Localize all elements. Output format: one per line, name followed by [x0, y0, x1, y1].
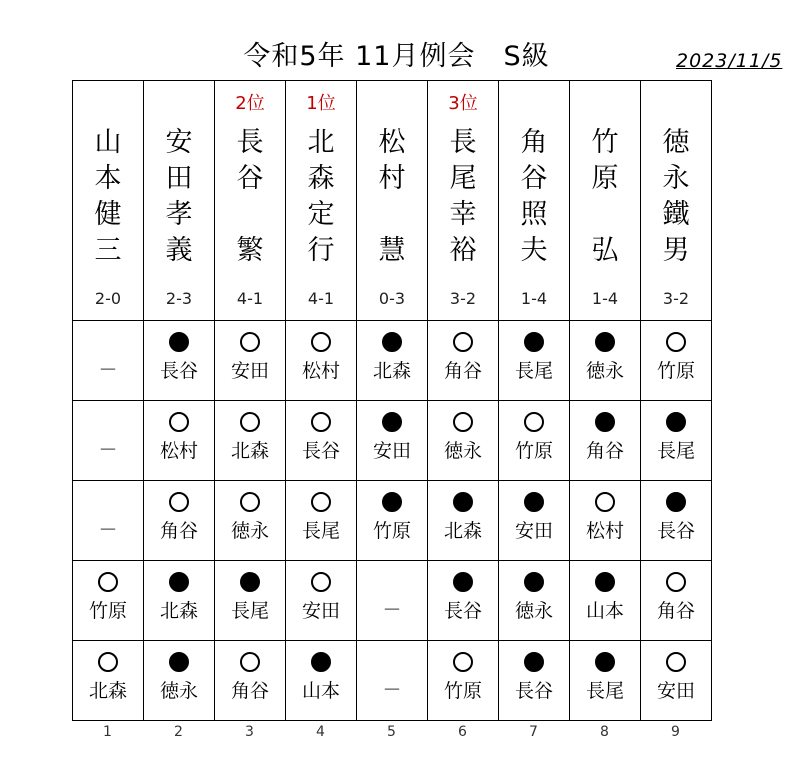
player-name-char: 本 [94, 163, 122, 194]
player-header-cell [73, 81, 144, 321]
player-name-char: 竹 [591, 127, 619, 158]
win-circle-icon [595, 492, 615, 512]
game-result-cell [499, 401, 570, 481]
player-name [215, 125, 285, 269]
game-result-cell [73, 321, 144, 401]
player-name-char: 谷 [236, 163, 264, 194]
game-result-cell [428, 561, 499, 641]
player-header-cell [286, 81, 357, 321]
player-name-char: 慧 [378, 235, 406, 266]
player-header-cell [641, 81, 712, 321]
opponent-name: 徳永 [514, 600, 553, 622]
win-circle-icon [311, 492, 331, 512]
game-result-cell [428, 481, 499, 561]
game-result-cell [570, 561, 641, 641]
game-result-cell [428, 321, 499, 401]
player-name [144, 125, 214, 269]
player-name-char: 北 [307, 127, 335, 158]
opponent-name: 竹原 [443, 680, 482, 702]
opponent-name: 安田 [301, 600, 340, 622]
opponent-name: 長尾 [514, 360, 553, 382]
opponent-name: 松村 [585, 520, 624, 542]
game-result-cell [286, 481, 357, 561]
loss-circle-icon [382, 332, 402, 352]
player-name-char: 長 [449, 127, 477, 158]
game-result-cell [144, 561, 215, 641]
win-loss-record: 1-4 [591, 289, 619, 308]
loss-circle-icon [524, 492, 544, 512]
player-name-char: 田 [165, 163, 193, 194]
player-name-char: 永 [662, 163, 690, 194]
bye-dash: － [382, 599, 402, 621]
opponent-name: 北森 [88, 680, 127, 702]
win-circle-icon [311, 412, 331, 432]
loss-circle-icon [240, 572, 260, 592]
game-result-cell [641, 321, 712, 401]
player-name [73, 125, 143, 269]
game-result-cell [73, 641, 144, 721]
opponent-name: 安田 [514, 520, 553, 542]
win-loss-record: 2-0 [94, 289, 122, 308]
game-result-cell [428, 401, 499, 481]
win-loss-record: 2-3 [165, 289, 193, 308]
opponent-name: 北森 [443, 520, 482, 542]
player-name [570, 125, 640, 269]
player-name-char: 長 [236, 127, 264, 158]
game-result-cell [641, 481, 712, 561]
column-number: 6 [458, 724, 467, 740]
win-circle-icon [524, 412, 544, 432]
player-name-char: 繁 [236, 235, 264, 266]
game-result-cell [641, 641, 712, 721]
opponent-name: 長谷 [301, 440, 340, 462]
column-number: 5 [387, 724, 396, 740]
event-date: 2023/11/5 [676, 50, 783, 72]
win-circle-icon [666, 332, 686, 352]
round-row [73, 401, 712, 481]
opponent-name: 竹原 [514, 440, 553, 462]
player-name-char: 角 [520, 127, 548, 158]
win-circle-icon [666, 652, 686, 672]
win-circle-icon [240, 412, 260, 432]
opponent-name: 長谷 [656, 520, 695, 542]
player-name-char: 松 [378, 127, 406, 158]
game-result-cell [357, 321, 428, 401]
player-name-char: 徳 [662, 127, 690, 158]
win-circle-icon [240, 492, 260, 512]
loss-circle-icon [666, 492, 686, 512]
player-name-char: 幸 [449, 199, 477, 230]
opponent-name: 山本 [301, 680, 340, 702]
player-name-char: 鐵 [662, 199, 690, 230]
opponent-name: 竹原 [88, 600, 127, 622]
opponent-name: 安田 [230, 360, 269, 382]
opponent-name: 徳永 [230, 520, 269, 542]
player-name-char: 夫 [520, 235, 548, 266]
game-result-cell [286, 401, 357, 481]
player-header-cell [499, 81, 570, 321]
win-loss-record: 1-4 [520, 289, 548, 308]
game-result-cell [286, 321, 357, 401]
opponent-name: 安田 [372, 440, 411, 462]
player-name-char: 原 [591, 163, 619, 194]
game-result-cell [499, 561, 570, 641]
player-header-cell [215, 81, 286, 321]
win-loss-record: 3-2 [449, 289, 477, 308]
loss-circle-icon [524, 652, 544, 672]
win-circle-icon [453, 652, 473, 672]
game-result-cell [144, 481, 215, 561]
opponent-name: 竹原 [656, 360, 695, 382]
loss-circle-icon [595, 652, 615, 672]
player-name-char: 裕 [449, 235, 477, 266]
player-name [428, 125, 498, 269]
loss-circle-icon [169, 332, 189, 352]
column-number: 9 [671, 724, 680, 740]
game-result-cell [570, 481, 641, 561]
game-result-cell [215, 401, 286, 481]
win-loss-record: 4-1 [236, 289, 264, 308]
player-name [641, 125, 711, 269]
column-numbers [72, 724, 711, 740]
bye-dash: － [98, 439, 118, 461]
player-name-char: 弘 [591, 235, 619, 266]
bye-dash: － [98, 359, 118, 381]
opponent-name: 長谷 [443, 600, 482, 622]
game-result-cell [144, 401, 215, 481]
bye-dash: － [382, 679, 402, 701]
opponent-name: 角谷 [585, 440, 624, 462]
loss-circle-icon [453, 572, 473, 592]
loss-circle-icon [595, 572, 615, 592]
page-title: 令和5年 11月例会 S級 [243, 41, 550, 72]
loss-circle-icon [595, 412, 615, 432]
opponent-name: 角谷 [230, 680, 269, 702]
loss-circle-icon [524, 332, 544, 352]
player-name-char: 森 [307, 163, 335, 194]
player-name-char: 照 [520, 199, 548, 230]
opponent-name: 徳永 [443, 440, 482, 462]
opponent-name: 角谷 [159, 520, 198, 542]
win-circle-icon [311, 572, 331, 592]
win-circle-icon [453, 412, 473, 432]
opponent-name: 長谷 [159, 360, 198, 382]
win-circle-icon [666, 572, 686, 592]
round-row [73, 481, 712, 561]
opponent-name: 安田 [656, 680, 695, 702]
round-row [73, 561, 712, 641]
game-result-cell [73, 401, 144, 481]
game-result-cell [357, 641, 428, 721]
opponent-name: 松村 [159, 440, 198, 462]
column-number: 4 [316, 724, 325, 740]
round-row [73, 321, 712, 401]
game-result-cell [357, 561, 428, 641]
bye-dash: － [98, 519, 118, 541]
opponent-name: 山本 [585, 600, 624, 622]
opponent-name: 角谷 [656, 600, 695, 622]
loss-circle-icon [666, 412, 686, 432]
win-circle-icon [169, 492, 189, 512]
opponent-name: 角谷 [443, 360, 482, 382]
game-result-cell [499, 641, 570, 721]
game-result-cell [215, 481, 286, 561]
rank-label: 2位 [235, 93, 265, 114]
player-name-char: 男 [662, 235, 690, 266]
win-loss-record: 3-2 [662, 289, 690, 308]
game-result-cell [641, 401, 712, 481]
player-name-char: 村 [378, 163, 406, 194]
player-header-cell [357, 81, 428, 321]
game-result-cell [357, 481, 428, 561]
loss-circle-icon [169, 652, 189, 672]
opponent-name: 徳永 [159, 680, 198, 702]
game-result-cell [73, 481, 144, 561]
column-number: 1 [103, 724, 112, 740]
player-name-char: 孝 [165, 199, 193, 230]
win-circle-icon [240, 652, 260, 672]
player-name-char: 谷 [520, 163, 548, 194]
opponent-name: 北森 [372, 360, 411, 382]
win-circle-icon [240, 332, 260, 352]
game-result-cell [215, 641, 286, 721]
game-result-cell [357, 401, 428, 481]
player-header-row [73, 81, 712, 321]
results-table [72, 80, 712, 721]
game-result-cell [286, 561, 357, 641]
opponent-name: 長尾 [230, 600, 269, 622]
opponent-name: 徳永 [585, 360, 624, 382]
player-name-char: 健 [94, 199, 122, 230]
player-name-char: 行 [307, 235, 335, 266]
player-name-char: 山 [94, 127, 122, 158]
opponent-name: 北森 [230, 440, 269, 462]
win-circle-icon [311, 332, 331, 352]
win-circle-icon [453, 332, 473, 352]
game-result-cell [144, 321, 215, 401]
game-result-cell [641, 561, 712, 641]
player-header-cell [570, 81, 641, 321]
player-name [286, 125, 356, 269]
game-result-cell [73, 561, 144, 641]
player-name-char: 安 [165, 127, 193, 158]
opponent-name: 長尾 [301, 520, 340, 542]
game-result-cell [144, 641, 215, 721]
column-number: 8 [600, 724, 609, 740]
win-loss-record: 4-1 [307, 289, 335, 308]
player-name-char: 尾 [449, 163, 477, 194]
opponent-name: 長尾 [656, 440, 695, 462]
player-name-char: 義 [165, 235, 193, 266]
rank-label: 3位 [448, 93, 478, 114]
game-result-cell [286, 641, 357, 721]
loss-circle-icon [453, 492, 473, 512]
player-name-char: 定 [307, 199, 335, 230]
opponent-name: 竹原 [372, 520, 411, 542]
player-name-char: 三 [94, 235, 122, 266]
player-header-cell [144, 81, 215, 321]
round-row [73, 641, 712, 721]
game-result-cell [499, 481, 570, 561]
game-result-cell [215, 561, 286, 641]
game-result-cell [570, 321, 641, 401]
game-result-cell [570, 401, 641, 481]
win-circle-icon [98, 572, 118, 592]
column-number: 3 [245, 724, 254, 740]
game-result-cell [570, 641, 641, 721]
rank-label: 1位 [306, 93, 336, 114]
player-header-cell [428, 81, 499, 321]
loss-circle-icon [382, 492, 402, 512]
opponent-name: 長谷 [514, 680, 553, 702]
player-name [357, 125, 427, 269]
opponent-name: 長尾 [585, 680, 624, 702]
win-circle-icon [98, 652, 118, 672]
loss-circle-icon [382, 412, 402, 432]
loss-circle-icon [311, 652, 331, 672]
column-number: 7 [529, 724, 538, 740]
player-name [499, 125, 569, 269]
game-result-cell [215, 321, 286, 401]
loss-circle-icon [169, 572, 189, 592]
game-result-cell [499, 321, 570, 401]
win-loss-record: 0-3 [378, 289, 406, 308]
game-result-cell [428, 641, 499, 721]
loss-circle-icon [595, 332, 615, 352]
win-circle-icon [169, 412, 189, 432]
opponent-name: 松村 [301, 360, 340, 382]
column-number: 2 [174, 724, 183, 740]
loss-circle-icon [524, 572, 544, 592]
opponent-name: 北森 [159, 600, 198, 622]
